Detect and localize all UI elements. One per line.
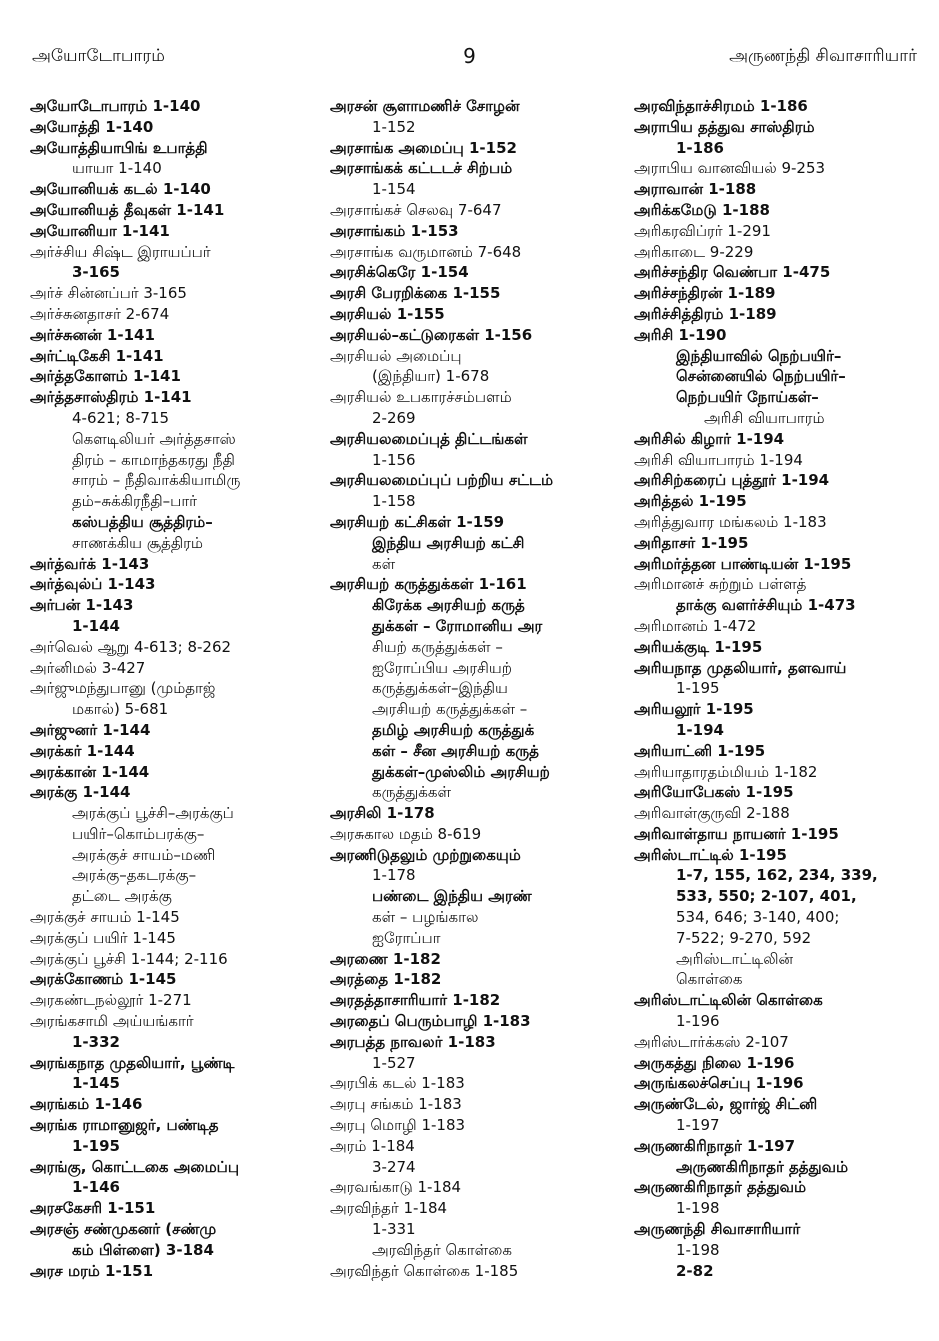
index-subentry: 7-522; 9-270, 592 (676, 928, 812, 947)
index-subentry: அரசியற் கருத்துக்கள் – (372, 700, 528, 719)
index-entry: அரங்கசாமி அய்யங்கார் (30, 1012, 194, 1031)
index-subentry: 1-332 (72, 1032, 120, 1051)
index-entry: அர்த்வர்க் 1-143 (30, 554, 150, 573)
index-entry: அரசாங்கக் கட்டடச் சிற்பம் (330, 159, 513, 178)
running-head-left: அயோடோபாரம் (32, 46, 165, 66)
index-entry: அரக்கு 1-144 (30, 783, 131, 802)
index-entry: அரிகாடை 9-229 (634, 242, 754, 261)
index-subentry: அரிஸ்டாட்டிலின் (676, 949, 794, 968)
index-subentry: கள் (372, 554, 396, 573)
index-entry: அரத்தை 1-182 (330, 970, 442, 989)
index-entry: அராபிய வானவியல் 9-253 (634, 159, 826, 178)
index-entry: அரக்குப் பூச்சி 1-144; 2-116 (30, 949, 228, 968)
index-entry: அரதைப் பெரும்பாழி 1-183 (330, 1012, 531, 1031)
index-entry: அரவிந்தர் 1-184 (330, 1199, 448, 1218)
index-entry: அரிசி வியாபாரம் 1-194 (634, 450, 803, 469)
index-entry: அர்ச்சிய சிஷ்ட இராயப்பர் (30, 242, 211, 261)
index-entry: அரம் 1-184 (330, 1136, 415, 1155)
index-entry: அரசிக்கெரே 1-154 (330, 263, 469, 282)
index-subentry: திரம் – காமாந்தகரது நீதி (72, 450, 235, 469)
index-entry: அரிஸ்டார்க்கஸ் 2-107 (634, 1032, 789, 1051)
index-entry: அரங்கு, கொட்டகை அமைப்பு (30, 1157, 239, 1176)
index-entry: அரக்கர் 1-144 (30, 741, 135, 760)
index-subentry: பண்டை இந்திய அரண் (372, 887, 532, 906)
index-subentry: தமிழ் அரசியற் கருத்துக் (372, 720, 535, 739)
index-subentry: 3-274 (372, 1157, 416, 1176)
index-entry: அரிமர்த்தன பாண்டியன் 1-195 (634, 554, 852, 573)
index-entry: அருகத்து நிலை 1-196 (634, 1053, 795, 1072)
index-entry: அரச மரம் 1-151 (30, 1261, 154, 1280)
index-subentry: 1-196 (676, 1012, 720, 1031)
index-entry: அரபு சங்கம் 1-183 (330, 1095, 462, 1114)
index-subentry: இந்தியாவில் நெற்பயிர்– (676, 346, 842, 365)
index-entry: அர்த்வுல்ப் 1-143 (30, 575, 156, 594)
index-subentry: தட்டை அரக்கு (72, 887, 172, 906)
index-subentry: தம்–சுக்கிரநீதி–பார் (72, 492, 197, 511)
index-subentry: சென்னையில் நெற்பயிர்– (676, 367, 846, 386)
index-entry: அரசாங்கச் செலவு 7-647 (330, 200, 502, 219)
index-subentry: 1-186 (676, 138, 724, 157)
index-subentry: ஐரோப்பா (372, 928, 441, 947)
index-entry: அரசகேசரி 1-151 (30, 1199, 156, 1218)
index-subentry: யாயா 1-140 (72, 159, 162, 178)
index-subentry: 2-82 (676, 1261, 714, 1280)
index-subentry: தாக்கு வளர்ச்சியும் 1-473 (676, 596, 856, 615)
index-entry: அரியோபேகஸ் 1-195 (634, 783, 794, 802)
index-subentry: அரக்குப் பூச்சி–அரக்குப் (72, 804, 234, 823)
index-entry: அரிதாசர் 1-195 (634, 533, 749, 552)
index-entry: அரிச்சந்திரன் 1-189 (634, 284, 776, 303)
index-entry: அரசாங்கம் 1-153 (330, 221, 459, 240)
index-entry: அரிச்சித்திரம் 1-189 (634, 304, 777, 323)
index-subentry: 4-621; 8-715 (72, 408, 169, 427)
index-subentry: 1-195 (676, 679, 720, 698)
index-entry: அரித்தல் 1-195 (634, 492, 747, 511)
index-entry: அயோனியக் கடல் 1-140 (30, 180, 211, 199)
index-subentry: 1-331 (372, 1220, 416, 1239)
index-subentry: 1-527 (372, 1053, 416, 1072)
index-entry: அரணை 1-182 (330, 949, 441, 968)
index-entry: அரிசிற்கரைப் புத்தூர் 1-194 (634, 471, 830, 490)
index-entry: அரிமானம் 1-472 (634, 616, 757, 635)
index-subentry: 1-152 (372, 117, 416, 136)
index-entry: அர்ச் சின்னப்பர் 3-165 (30, 284, 187, 303)
index-subentry: கள் – சீன அரசியற் கருத் (372, 741, 539, 760)
index-subentry: கள் – பழங்கால (372, 908, 479, 927)
index-entry: அர்னிமல் 3-427 (30, 658, 146, 677)
index-entry: அரசியலமைப்புப் பற்றிய சட்டம் (330, 471, 554, 490)
index-subentry: கொள்கை (676, 970, 743, 989)
index-subentry: 534, 646; 3-140, 400; (676, 908, 840, 927)
index-entry: அருங்கலச்செப்பு 1-196 (634, 1074, 804, 1093)
index-subentry: அருணகிரிநாதர் தத்துவம் (676, 1157, 849, 1176)
index-subentry: கிரேக்க அரசியற் கருத் (372, 596, 525, 615)
index-entry: அரங்கம் 1-146 (30, 1095, 143, 1114)
index-subentry: 1-194 (676, 720, 724, 739)
index-entry: அரியக்குடி 1-195 (634, 637, 763, 656)
index-entry: அரிசில் கிழார் 1-194 (634, 429, 785, 448)
index-entry: அரவங்காடு 1-184 (330, 1178, 462, 1197)
index-entry: அரசியற் கட்சிகள் 1-159 (330, 512, 505, 531)
index-entry: அர்த்தகோளம் 1-141 (30, 367, 181, 386)
index-entry: அர்பன் 1-143 (30, 596, 134, 615)
index-subentry: 1-146 (72, 1178, 120, 1197)
index-subentry: அரிசி வியாபாரம் (704, 408, 825, 427)
index-subentry: அரவிந்தர் கொள்கை (372, 1240, 512, 1259)
index-entry: அரதத்தாசாரியார் 1-182 (330, 991, 501, 1010)
index-subentry: கஸ்பத்திய சூத்திரம்– (72, 512, 213, 531)
index-entry: அரக்குப் பயிர் 1-145 (30, 928, 176, 947)
index-entry: அரசியல் அமைப்பு (330, 346, 462, 365)
index-subentry: பயிர்–கொம்பரக்கு– (72, 824, 205, 843)
index-entry: அரசியல் உபகாரச்சம்பளம் (330, 388, 512, 407)
index-subentry: 1-195 (72, 1136, 120, 1155)
running-head-right: அருணந்தி சிவாசாரியார் (729, 46, 917, 66)
index-entry: அராபிய தத்துவ சாஸ்திரம் (634, 117, 815, 136)
index-entry: அரசாங்க வருமானம் 7-648 (330, 242, 522, 261)
index-column-3 (634, 96, 924, 1281)
index-entry: அருணகிரிநாதர் தத்துவம் (634, 1178, 807, 1197)
index-entry: அரிவாள்தாய நாயனர் 1-195 (634, 824, 839, 843)
index-entry: அரங்கநாத முதலியார், பூண்டி (30, 1053, 235, 1072)
index-entry: அரியாட்னி 1-195 (634, 741, 766, 760)
index-subentry: 1-197 (676, 1116, 720, 1135)
index-subentry: நெற்பயிர் நோய்கள்– (676, 388, 819, 407)
index-entry: அர்ஜுமந்துபானு (மும்தாஜ் (30, 679, 216, 698)
index-subentry: 1-144 (72, 616, 120, 635)
index-entry: அர்த்தசாஸ்திரம் 1-141 (30, 388, 192, 407)
index-entry: அரக்கான் 1-144 (30, 762, 150, 781)
index-subentry: கருத்துக்கள்–இந்திய (372, 679, 508, 698)
index-entry: அரியநாத முதலியார், தளவாய் (634, 658, 847, 677)
index-subentry: 533, 550; 2-107, 401, (676, 887, 857, 906)
index-entry: அரகண்டநல்லூர் 1-271 (30, 991, 192, 1010)
index-entry: அயோனியத் தீவுகள் 1-141 (30, 200, 225, 219)
index-subentry: கருத்துக்கள் (372, 783, 451, 802)
index-entry: அரணிடுதலும் முற்றுகையும் (330, 845, 521, 864)
index-entry: அரசியலமைப்புத் திட்டங்கள் (330, 429, 528, 448)
index-entry: அரிவாள்குருவி 2-188 (634, 804, 790, 823)
index-entry: அர்வெல் ஆறு 4-613; 8-262 (30, 637, 232, 656)
index-entry: அர்ச்சுனதாசர் 2-674 (30, 304, 170, 323)
index-entry: அரியாதாரதம்மியம் 1-182 (634, 762, 818, 781)
index-entry: அரசியல் 1-155 (330, 304, 445, 323)
index-entry: அரிஸ்டாட்டில் 1-195 (634, 845, 787, 864)
index-subentry: சாரம் – நீதிவாக்கியாமிரு (72, 471, 241, 490)
index-entry: அரங்க ராமானுஜர், பண்டித (30, 1116, 219, 1135)
index-subentry: இந்திய அரசியற் கட்சி (372, 533, 525, 552)
index-entry: அராவான் 1-188 (634, 180, 757, 199)
index-entry: அரவிந்தாச்சிரமம் 1-186 (634, 97, 808, 115)
index-entry: அரபு மொழி 1-183 (330, 1116, 466, 1135)
index-column-2 (330, 96, 620, 1281)
index-entry: அரபிக் கடல் 1-183 (330, 1074, 465, 1093)
index-entry: அருண்டேல், ஜார்ஜ் சிட்னி (634, 1095, 818, 1114)
index-entry: அயோனியா 1-141 (30, 221, 170, 240)
index-entry: அரவிந்தர் கொள்கை 1-185 (330, 1261, 519, 1280)
index-entry: அரிகரவிப்ரர் 1-291 (634, 221, 771, 240)
index-subentry: 1-178 (372, 866, 416, 885)
index-entry: அரித்துவார மங்கலம் 1-183 (634, 512, 827, 531)
index-subentry: ஐரோப்பிய அரசியற் (372, 658, 512, 677)
index-entry: அயோத்தி 1-140 (30, 117, 154, 136)
index-entry: அர்ட்டிகேசி 1-141 (30, 346, 164, 365)
index-entry: அரியலூர் 1-195 (634, 700, 754, 719)
index-subentry: 3-165 (72, 263, 120, 282)
index-entry: அரக்குச் சாயம் 1-145 (30, 908, 180, 927)
index-entry: அரசி பேரறிக்கை 1-155 (330, 284, 501, 303)
index-entry: அருணந்தி சிவாசாரியார் (634, 1220, 801, 1239)
index-subentry: சியற் கருத்துக்கள் – (372, 637, 503, 656)
index-entry: அயோடோபாரம் 1-140 (30, 97, 201, 115)
index-entry: அரசிலி 1-178 (330, 804, 435, 823)
index-entry: அரசன் சூளாமணிச் சோழன் (330, 97, 520, 115)
index-subentry: 1-145 (72, 1074, 120, 1093)
index-entry: அரசியற் கருத்துக்கள் 1-161 (330, 575, 527, 594)
index-subentry: 1-7, 155, 162, 234, 339, (676, 866, 878, 885)
page-number: 9 (463, 44, 476, 68)
index-subentry: 2-269 (372, 408, 416, 427)
index-entry: அரசஞ் சண்முகனர் (சண்மு (30, 1220, 217, 1239)
index-subentry: 1-158 (372, 492, 416, 511)
index-entry: அர்ஜுனர் 1-144 (30, 720, 151, 739)
index-subentry: (இந்தியா) 1-678 (372, 367, 490, 386)
index-entry: அரபத்த நாவலர் 1-183 (330, 1032, 496, 1051)
index-entry: அர்ச்சுனன் 1-141 (30, 325, 155, 344)
index-subentry: துக்கள்–முஸ்லிம் அரசியற் (372, 762, 550, 781)
index-subentry: மகால்) 5-681 (72, 700, 169, 719)
index-subentry: 1-198 (676, 1240, 720, 1259)
index-subentry: 1-198 (676, 1199, 720, 1218)
index-subentry: அரக்கு–தகடரக்கு– (72, 866, 197, 885)
index-entry: அரசாங்க அமைப்பு 1-152 (330, 138, 517, 157)
index-subentry: 1-154 (372, 180, 416, 199)
index-subentry: அரக்குச் சாயம்–மணி (72, 845, 216, 864)
index-column-1 (30, 96, 310, 1281)
index-subentry: 1-156 (372, 450, 416, 469)
index-entry: அரசியல்–கட்டுரைகள் 1-156 (330, 325, 533, 344)
index-subentry: கௌடிலியர் அர்த்தசாஸ் (72, 429, 236, 448)
index-entry: அரிமானச் சுற்றும் பள்ளத் (634, 575, 807, 594)
index-entry: அரிசி 1-190 (634, 325, 727, 344)
index-entry: அருணகிரிநாதர் 1-197 (634, 1136, 796, 1155)
index-entry: அரிச்சந்திர வெண்பா 1-475 (634, 263, 831, 282)
index-entry: அயோத்தியாபிங் உபாத்தி (30, 138, 208, 157)
index-subentry: சாணக்கிய சூத்திரம் (72, 533, 203, 552)
index-entry: அரிக்கமேடு 1-188 (634, 200, 770, 219)
index-entry: அரிஸ்டாட்டிலின் கொள்கை (634, 991, 823, 1010)
index-entry: அரக்கோணம் 1-145 (30, 970, 177, 989)
index-entry: அரசுகால மதம் 8-619 (330, 824, 482, 843)
index-subentry: கம் பிள்ளை) 3-184 (72, 1240, 214, 1259)
index-subentry: துக்கள் – ரோமானிய அர (372, 616, 543, 635)
